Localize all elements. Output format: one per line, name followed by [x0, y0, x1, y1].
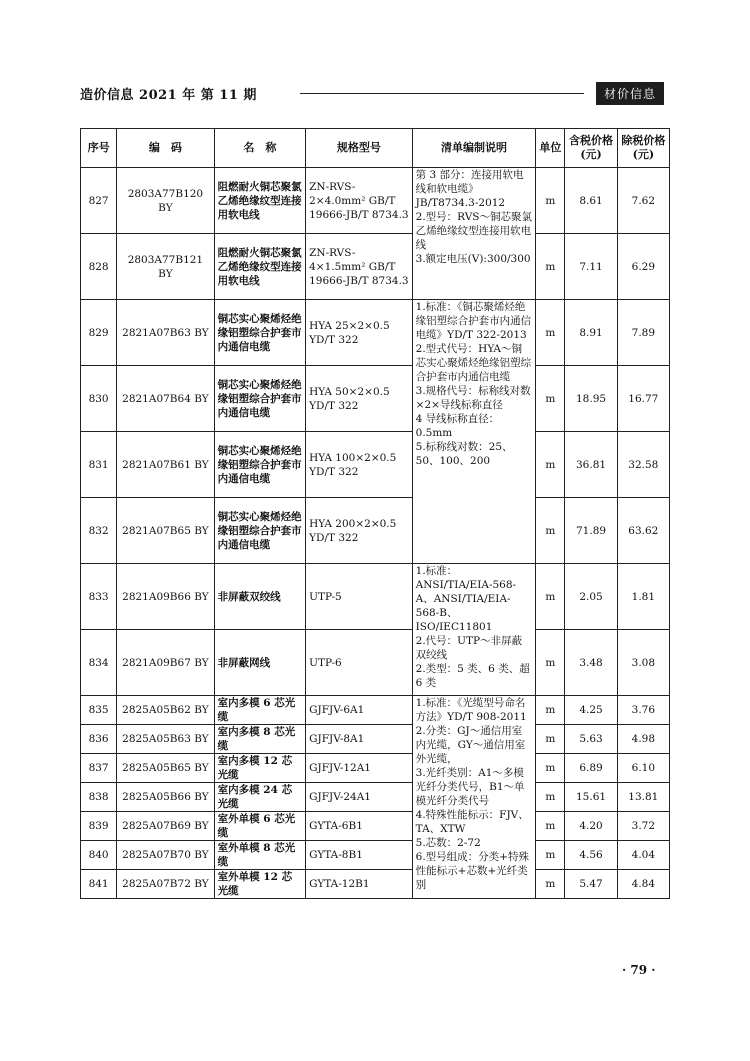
row-tax-in-price: 4.25	[565, 696, 617, 725]
table-row	[81, 432, 670, 498]
row-code: 2825A07B69 BY	[117, 812, 214, 841]
row-code: 2821A07B64 BY	[117, 366, 214, 432]
row-code: 2821A07B63 BY	[117, 300, 214, 366]
row-description: 第 3 部分：连接用软电线和软电缆》JB/T8734.3-2012 2.型号：RVS～铜芯聚氯乙烯绝缘纹型连接用软电线 3.额定电压(V):300/300	[412, 168, 536, 300]
row-name: 室内多模 24 芯光缆	[214, 783, 305, 812]
row-tax-ex-price: 4.84	[617, 870, 669, 899]
row-tax-ex-price: 1.81	[617, 564, 669, 630]
row-unit: m	[536, 300, 565, 366]
row-name: 阻燃耐火铜芯聚氯乙烯绝缘纹型连接用软电线	[214, 168, 305, 234]
row-code: 2821A07B61 BY	[117, 432, 214, 498]
row-seq: 828	[81, 234, 117, 300]
row-seq: 841	[81, 870, 117, 899]
row-spec: HYA 100×2×0.5 YD/T 322	[306, 432, 413, 498]
row-seq: 840	[81, 841, 117, 870]
header-name: 名 称	[214, 129, 305, 168]
header-tax-in: 含税价格(元)	[565, 129, 617, 168]
row-spec: GJFJV-12A1	[306, 754, 413, 783]
row-tax-in-price: 8.91	[565, 300, 617, 366]
row-unit: m	[536, 783, 565, 812]
row-name: 铜芯实心聚烯烃绝缘铝塑综合护套市内通信电缆	[214, 498, 305, 564]
row-name: 室外单模 12 芯光缆	[214, 870, 305, 899]
row-seq: 837	[81, 754, 117, 783]
row-tax-in-price: 71.89	[565, 498, 617, 564]
row-tax-in-price: 7.11	[565, 234, 617, 300]
row-name: 非屏蔽双绞线	[214, 564, 305, 630]
row-spec: ZN-RVS-2×4.0mm² GB/T 19666-JB/T 8734.3	[306, 168, 413, 234]
row-seq: 827	[81, 168, 117, 234]
row-seq: 839	[81, 812, 117, 841]
row-tax-ex-price: 63.62	[617, 498, 669, 564]
table-row	[81, 696, 670, 725]
row-unit: m	[536, 366, 565, 432]
row-tax-ex-price: 6.29	[617, 234, 669, 300]
row-code: 2825A05B66 BY	[117, 783, 214, 812]
header-unit: 单位	[536, 129, 565, 168]
price-table	[80, 128, 670, 899]
row-seq: 831	[81, 432, 117, 498]
row-code: 2821A07B65 BY	[117, 498, 214, 564]
row-spec: UTP-6	[306, 630, 413, 696]
row-unit: m	[536, 754, 565, 783]
row-spec: HYA 50×2×0.5 YD/T 322	[306, 366, 413, 432]
row-code: 2825A05B63 BY	[117, 725, 214, 754]
table-header-row	[81, 129, 670, 168]
row-name: 室外单模 8 芯光缆	[214, 841, 305, 870]
row-tax-ex-price: 7.89	[617, 300, 669, 366]
row-name: 铜芯实心聚烯烃绝缘铝塑综合护套市内通信电缆	[214, 432, 305, 498]
row-name: 室外单模 6 芯光缆	[214, 812, 305, 841]
row-spec: GJFJV-8A1	[306, 725, 413, 754]
row-unit: m	[536, 432, 565, 498]
row-code: 2821A09B67 BY	[117, 630, 214, 696]
row-spec: GYTA-6B1	[306, 812, 413, 841]
row-tax-in-price: 3.48	[565, 630, 617, 696]
row-spec: GJFJV-24A1	[306, 783, 413, 812]
row-seq: 836	[81, 725, 117, 754]
row-unit: m	[536, 564, 565, 630]
row-tax-ex-price: 13.81	[617, 783, 669, 812]
row-code: 2803A77B120 BY	[117, 168, 214, 234]
row-tax-ex-price: 6.10	[617, 754, 669, 783]
row-tax-ex-price: 4.04	[617, 841, 669, 870]
row-unit: m	[536, 812, 565, 841]
row-unit: m	[536, 630, 565, 696]
row-description: 1.标准：《光缆型号命名方法》YD/T 908-2011 2.分类：GJ～通信用室内光缆，GY～通信用室外光缆， 3.光纤类别：A1～多模光纤分类代号，B1～单模光纤分类代号 4.特殊性能标示：FJV、TA、XTW 5.芯数：2-72 6.型号组成：分类+特殊性能标示+芯数+光纤类别	[412, 696, 536, 899]
row-seq: 835	[81, 696, 117, 725]
row-unit: m	[536, 870, 565, 899]
row-seq: 829	[81, 300, 117, 366]
table-row	[81, 870, 670, 899]
row-unit: m	[536, 498, 565, 564]
table-row	[81, 812, 670, 841]
row-spec: HYA 25×2×0.5 YD/T 322	[306, 300, 413, 366]
row-tax-ex-price: 3.08	[617, 630, 669, 696]
row-tax-in-price: 4.56	[565, 841, 617, 870]
row-seq: 838	[81, 783, 117, 812]
table-row	[81, 234, 670, 300]
header-tax-ex: 除税价格(元)	[617, 129, 669, 168]
row-code: 2825A07B70 BY	[117, 841, 214, 870]
table-row	[81, 783, 670, 812]
row-seq: 833	[81, 564, 117, 630]
table-row	[81, 841, 670, 870]
row-tax-in-price: 6.89	[565, 754, 617, 783]
row-code: 2821A09B66 BY	[117, 564, 214, 630]
row-code: 2825A07B72 BY	[117, 870, 214, 899]
row-name: 非屏蔽网线	[214, 630, 305, 696]
row-tax-in-price: 5.63	[565, 725, 617, 754]
row-unit: m	[536, 234, 565, 300]
row-tax-ex-price: 3.72	[617, 812, 669, 841]
row-code: 2825A05B62 BY	[117, 696, 214, 725]
issue-title: 造价信息 2021 年 第 11 期	[80, 88, 257, 103]
table-row	[81, 168, 670, 234]
section-badge: 材价信息	[596, 82, 664, 105]
row-description: 1.标准：ANSI/TIA/EIA-568-A、ANSI/TIA/EIA-568-B、ISO/IEC11801 2.代号：UTP～非屏蔽双绞线 2.类型：5 类、6 类、超 6 类	[412, 564, 536, 696]
row-spec: HYA 200×2×0.5 YD/T 322	[306, 498, 413, 564]
row-name: 铜芯实心聚烯烃绝缘铝塑综合护套市内通信电缆	[214, 366, 305, 432]
table-row	[81, 564, 670, 630]
table-row	[81, 300, 670, 366]
row-unit: m	[536, 168, 565, 234]
row-name: 室内多模 8 芯光缆	[214, 725, 305, 754]
row-tax-in-price: 4.20	[565, 812, 617, 841]
row-spec: GYTA-8B1	[306, 841, 413, 870]
header-code: 编 码	[117, 129, 214, 168]
page-number: · 79 ·	[622, 963, 656, 977]
row-unit: m	[536, 725, 565, 754]
row-seq: 830	[81, 366, 117, 432]
row-unit: m	[536, 696, 565, 725]
row-spec: ZN-RVS-4×1.5mm² GB/T 19666-JB/T 8734.3	[306, 234, 413, 300]
header-spec: 规格型号	[306, 129, 413, 168]
row-code: 2803A77B121 BY	[117, 234, 214, 300]
row-tax-ex-price: 7.62	[617, 168, 669, 234]
row-seq: 832	[81, 498, 117, 564]
row-tax-in-price: 8.61	[565, 168, 617, 234]
row-tax-in-price: 18.95	[565, 366, 617, 432]
table-row	[81, 498, 670, 564]
row-tax-ex-price: 16.77	[617, 366, 669, 432]
table-row	[81, 725, 670, 754]
row-spec: GYTA-12B1	[306, 870, 413, 899]
row-tax-ex-price: 4.98	[617, 725, 669, 754]
row-spec: GJFJV-6A1	[306, 696, 413, 725]
row-tax-in-price: 15.61	[565, 783, 617, 812]
row-tax-ex-price: 3.76	[617, 696, 669, 725]
table-row	[81, 754, 670, 783]
row-name: 阻燃耐火铜芯聚氯乙烯绝缘纹型连接用软电线	[214, 234, 305, 300]
row-tax-in-price: 2.05	[565, 564, 617, 630]
row-name: 室内多模 6 芯光缆	[214, 696, 305, 725]
table-row	[81, 366, 670, 432]
row-code: 2825A05B65 BY	[117, 754, 214, 783]
header-rule	[300, 93, 584, 94]
row-spec: UTP-5	[306, 564, 413, 630]
row-tax-in-price: 36.81	[565, 432, 617, 498]
row-tax-ex-price: 32.58	[617, 432, 669, 498]
row-tax-in-price: 5.47	[565, 870, 617, 899]
row-description: 1.标准：《铜芯聚烯烃绝缘铝塑综合护套市内通信电缆》YD/T 322-2013 2.型式代号：HYA～铜芯实心聚烯烃绝缘铝塑综合护套市内通信电缆 3.规格代号：标称线对数×2×导线标称直径 4 导线标称直径：0.5mm 5.标称线对数：25、50、100、200	[412, 300, 536, 564]
table-row	[81, 630, 670, 696]
row-unit: m	[536, 841, 565, 870]
page-header	[80, 82, 664, 106]
row-name: 铜芯实心聚烯烃绝缘铝塑综合护套市内通信电缆	[214, 300, 305, 366]
row-seq: 834	[81, 630, 117, 696]
row-name: 室内多模 12 芯光缆	[214, 754, 305, 783]
header-desc: 清单编制说明	[412, 129, 536, 168]
header-seq: 序号	[81, 129, 117, 168]
